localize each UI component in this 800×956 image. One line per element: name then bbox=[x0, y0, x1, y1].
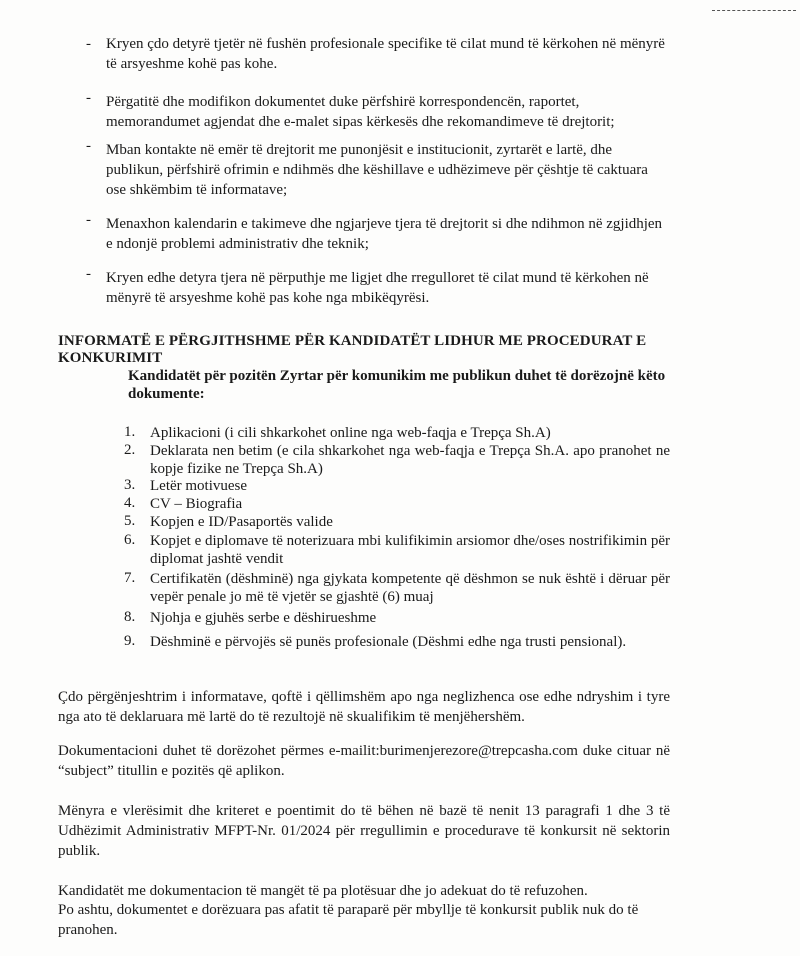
list-number: 3. bbox=[124, 477, 136, 493]
list-number: 5. bbox=[124, 513, 136, 529]
list-number: 8. bbox=[124, 609, 136, 625]
header-rule bbox=[712, 10, 796, 11]
section-heading: INFORMATË E PËRGJITHSHME PËR KANDIDATËT LIDHUR ME PROCEDURAT E KONKURIMIT bbox=[58, 333, 647, 366]
document-item: Kopjet e diplomave të noterizuara mbi kulifikimin arsiomor dhe/oses nostrifikimin për diplomat jashtë vendit bbox=[150, 533, 670, 567]
documents-intro: Kandidatët për pozitën Zyrtar për komunikim me publikun duhet të dorëzojnë këto dokumente: bbox=[128, 368, 666, 402]
list-number: 9. bbox=[124, 633, 136, 649]
duty-item: Kryen çdo detyrë tjetër në fushën profesionale specifike të cilat mund të kërkohen në mënyrë të arsyeshme kohë pas kohe. bbox=[106, 36, 665, 72]
duty-item: Kryen edhe detyra tjera në përputhje me ligjet dhe rregulloret të cilat mund të kërkohen në mënyrë të arsyeshme kohë pas kohe nga mbikëqyrësi. bbox=[106, 270, 649, 306]
duty-item: Menaxhon kalendarin e takimeve dhe ngjarjeve tjera të drejtorit si dhe ndihmon në zgjidhjen e ndonjë problemi administrativ dhe teknik; bbox=[106, 216, 663, 252]
duty-item: Përgatitë dhe modifikon dokumentet duke përfshirë korrespondencën, raportet, memorandumet agjendat dhe e-malet sipas kërkesës dhe rekomandimeve të drejtorit; bbox=[106, 94, 615, 130]
incomplete-docs-paragraph: Kandidatët me dokumentacion të mangët të pa plotësuar dhe jo adekuat do të refuzohen. bbox=[58, 883, 588, 899]
document-item: Dëshminë e përvojës së punës profesionale (Dëshmi edhe nga trusti pensional). bbox=[150, 634, 627, 650]
document-item: Deklarata nen betim (e cila shkarkohet nga web-faqja e Trepça Sh.A. apo pranohet ne kopje fizike ne Trepça Sh.A) bbox=[150, 443, 670, 477]
document-item: Letër motivuese bbox=[150, 478, 248, 494]
document-item: Certifikatën (dëshminë) nga gjykata kompetente që dëshmon se nuk është i dëruar për vepër penale jo më të vjetër se gjashtë (6) muaj bbox=[150, 571, 670, 605]
bullet-marker: - bbox=[86, 36, 91, 52]
disqualification-paragraph: Çdo përgënjeshtrim i informatave, qoftë i qëllimshëm apo nga neglizhenca ose edhe ndryshim i tyre nga ato të deklaruara më lartë do të rezultojë në skualifikim të menjëhershëm. bbox=[58, 689, 670, 725]
bullet-marker: - bbox=[86, 266, 91, 282]
duty-item: Mban kontakte në emër të drejtorit me punonjësit e institucionit, zyrtarët e lartë, dhe publikun, përfshirë ofrimin e ndihmës dhe këshillave e udhëzimeve për çështje të caktuara ose shkëmbim të informatave; bbox=[106, 142, 648, 198]
list-number: 7. bbox=[124, 570, 136, 586]
document-item: Aplikacioni (i cili shkarkohet online nga web-faqja e Trepça Sh.A) bbox=[150, 425, 551, 441]
list-number: 2. bbox=[124, 442, 136, 458]
list-number: 4. bbox=[124, 495, 136, 511]
list-number: 1. bbox=[124, 424, 136, 440]
bullet-marker: - bbox=[86, 138, 91, 154]
bullet-marker: - bbox=[86, 90, 91, 106]
late-docs-paragraph: Po ashtu, dokumentet e dorëzuara pas afatit të paraparë për mbyllje të konkursit publik nuk do të pranohen. bbox=[58, 902, 639, 938]
document-item: CV – Biografia bbox=[150, 496, 243, 512]
document-item: Njohja e gjuhës serbe e dëshirueshme bbox=[150, 610, 377, 626]
bullet-marker: - bbox=[86, 212, 91, 228]
evaluation-paragraph: Mënyra e vlerësimit dhe kriteret e poentimit do të bëhen në bazë të nenit 13 paragrafi 1 dhe 3 të Udhëzimit Administrativ MFPT-Nr. 01/2024 për rregullimin e procedurave të konkursit në sektorin publik. bbox=[58, 803, 670, 859]
document-item: Kopjen e ID/Pasaportës valide bbox=[150, 514, 333, 530]
list-number: 6. bbox=[124, 532, 136, 548]
submission-paragraph: Dokumentacioni duhet të dorëzohet përmes e-mailit:burimenjerezore@trepcasha.com duke cituar në “subject” titullin e pozitës që aplikon. bbox=[58, 743, 670, 779]
